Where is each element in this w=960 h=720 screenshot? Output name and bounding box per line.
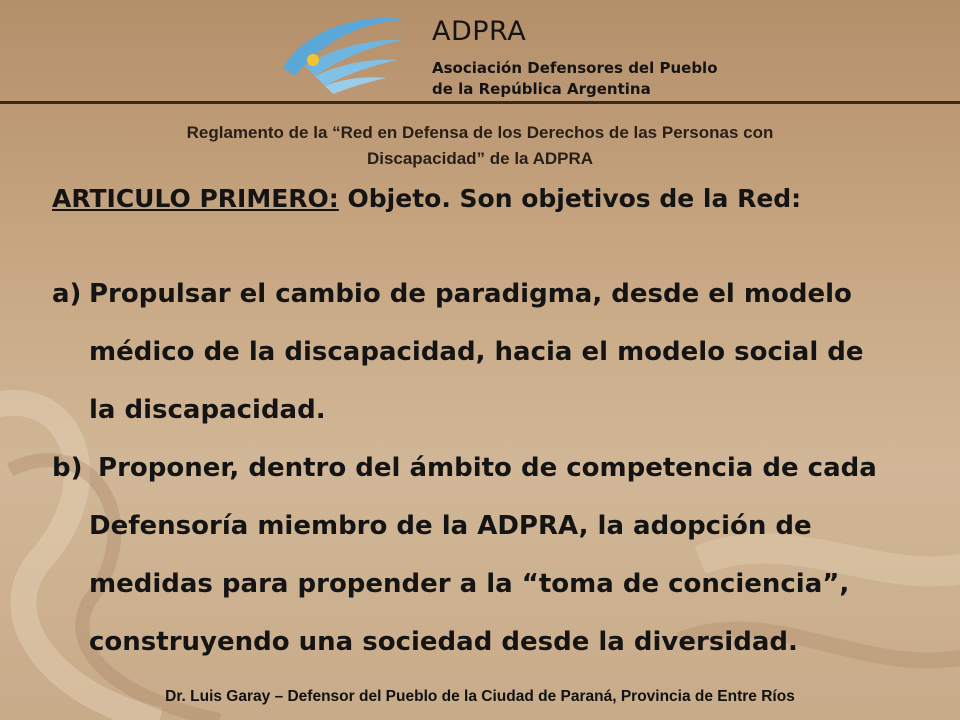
regulation-title-line2: Discapacidad” de la ADPRA (366, 149, 594, 168)
footer-author: Dr. Luis Garay – Defensor del Pueblo de la Ciudad de Paraná, Provincia de Entre Ríos (165, 688, 795, 705)
header (0, 0, 960, 106)
objective-line: Defensoría miembro de la ADPRA, la adopción de (89, 511, 812, 541)
objective-line: construyendo una sociedad desde la diversidad. (89, 627, 798, 657)
objectives-list (52, 265, 952, 671)
objective-line: Proponer, dentro del ámbito de competencia de cada (89, 453, 877, 483)
org-subtitle-line1: Asociación Defensores del Pueblo (432, 59, 718, 77)
objective-marker: b) (52, 453, 83, 483)
adpra-logo-icon (275, 10, 415, 94)
objective-marker: a) (52, 279, 82, 309)
objective-line: médico de la discapacidad, hacia el modelo social de (89, 337, 864, 367)
objective-line: medidas para propender a la “toma de conciencia”, (89, 569, 850, 599)
org-subtitle (432, 58, 718, 100)
objective-line: Propulsar el cambio de paradigma, desde el modelo (89, 279, 852, 309)
regulation-title (100, 120, 860, 172)
article-heading (52, 184, 801, 213)
article-heading-rest: Objeto. Son objetivos de la Red: (338, 184, 802, 213)
objective-item-b (52, 439, 952, 671)
objective-item-a (52, 265, 952, 439)
objective-line: la discapacidad. (89, 395, 326, 425)
org-subtitle-line2: de la República Argentina (432, 80, 651, 98)
regulation-title-line1: Reglamento de la “Red en Defensa de los Derechos de las Personas con (186, 123, 774, 142)
org-name: ADPRA (432, 16, 527, 47)
article-label: ARTICULO PRIMERO: (52, 184, 339, 213)
header-divider (0, 101, 960, 104)
